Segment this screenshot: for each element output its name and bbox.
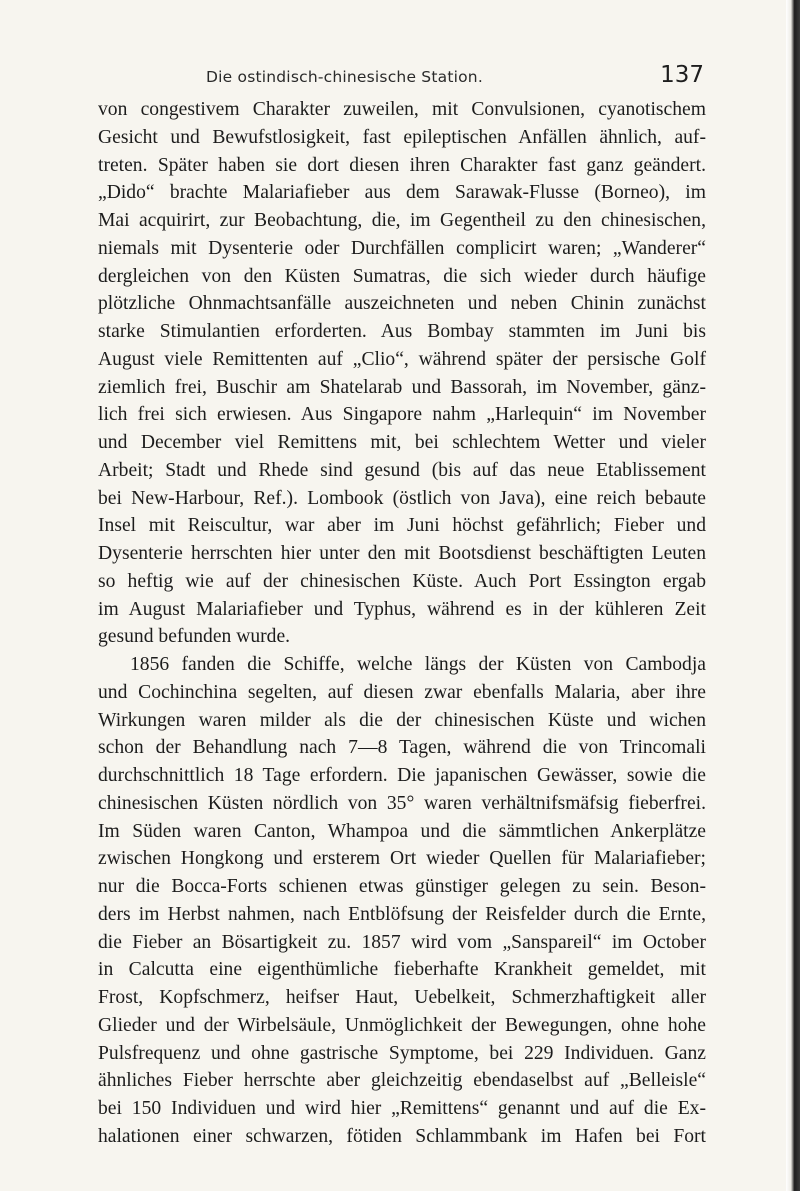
- page-header: [98, 62, 706, 94]
- text-line: lich frei sich erwiesen. Aus Singapore nahm „Harlequin“ im November: [98, 404, 706, 426]
- text-line: so heftig wie auf der chinesischen Küste. Auch Port Essington ergab: [98, 570, 706, 592]
- running-title: Die ostindisch-chinesische Station.: [206, 68, 483, 86]
- text-line: und Cochinchina segelten, auf diesen zwar ebenfalls Malaria, aber ihre: [98, 681, 706, 703]
- text-line: ders im Herbst nahmen, nach Entblöfsung der Reisfelder durch die Ernte,: [98, 903, 706, 925]
- text-line: Glieder und der Wirbelsäule, Unmöglichkeit der Bewegungen, ohne hohe: [98, 1014, 706, 1036]
- text-line: Insel mit Reiscultur, war aber im Juni höchst gefährlich; Fieber und: [98, 515, 706, 537]
- text-line: Frost, Kopfschmerz, heifser Haut, Uebelkeit, Schmerzhaftigkeit aller: [98, 987, 706, 1008]
- text-line: zwischen Hongkong und ersterem Ort wieder Quellen für Malariafieber;: [98, 848, 706, 870]
- text-line: dergleichen von den Küsten Sumatras, die sich wieder durch häufige: [98, 265, 706, 287]
- paragraph: [98, 96, 706, 651]
- text-line: Arbeit; Stadt und Rhede sind gesund (bis auf das neue Etablissement: [98, 459, 706, 481]
- text-line: durchschnittlich 18 Tage erfordern. Die japanischen Gewässer, sowie die: [98, 765, 706, 786]
- text-line: Wirkungen waren milder als die der chinesischen Küste und wichen: [98, 709, 706, 731]
- text-line: die Fieber an Bösartigkeit zu. 1857 wird vom „Sanspareil“ im October: [98, 931, 706, 953]
- text-line: plötzliche Ohnmachtsanfälle auszeichneten und neben Chinin zunächst: [98, 293, 706, 315]
- text-line: niemals mit Dysenterie oder Durchfällen complicirt waren; „Wanderer“: [98, 237, 706, 259]
- paragraph: [98, 651, 706, 1151]
- text-line: Pulsfrequenz und ohne gastrische Symptome, bei 229 Individuen. Ganz: [98, 1042, 706, 1064]
- page-edge-shadow: [786, 0, 800, 1191]
- text-line: ziemlich frei, Buschir am Shatelarab und Bassorah, im November, gänz-: [98, 376, 706, 398]
- text-line: und December viel Remittens mit, bei schlechtem Wetter und vieler: [98, 432, 706, 453]
- text-line: bei New-Harbour, Ref.). Lombook (östlich von Java), eine reich bebaute: [98, 487, 706, 509]
- text-line: chinesischen Küsten nördlich von 35° waren verhältnifsmäfsig fieberfrei.: [98, 792, 706, 814]
- text-line: bei 150 Individuen und wird hier „Remittens“ genannt und auf die Ex-: [98, 1098, 706, 1119]
- text-line: schon der Behandlung nach 7—8 Tagen, während die von Trincomali: [98, 737, 706, 759]
- text-line: „Dido“ brachte Malariafieber aus dem Sarawak-Flusse (Borneo), im: [98, 182, 706, 204]
- text-line: gesund befunden wurde.: [98, 626, 291, 648]
- text-line: ähnliches Fieber herrschte aber gleichzeitig ebendaselbst auf „Belleisle“: [98, 1070, 706, 1092]
- text-line: Im Süden waren Canton, Whampoa und die sämmtlichen Ankerplätze: [98, 820, 706, 842]
- text-line: August viele Remittenten auf „Clio“, während später der persische Golf: [98, 348, 706, 370]
- text-line: Dysenterie herrschten hier unter den mit Bootsdienst beschäftigten Leuten: [98, 543, 706, 564]
- text-line: Gesicht und Bewufstlosigkeit, fast epileptischen Anfällen ähnlich, auf-: [98, 126, 706, 148]
- text-line: starke Stimulantien erforderten. Aus Bombay stammten im Juni bis: [98, 321, 706, 342]
- text-line: halationen einer schwarzen, fötiden Schlammbank im Hafen bei Fort: [98, 1125, 706, 1147]
- text-line: im August Malariafieber und Typhus, während es in der kühleren Zeit: [98, 598, 706, 620]
- text-line: Mai acquirirt, zur Beobachtung, die, im Gegentheil zu den chinesischen,: [98, 210, 706, 231]
- page-number: 137: [660, 62, 704, 88]
- text-line: nur die Bocca-Forts schienen etwas günstiger gelegen zu sein. Beson-: [98, 876, 706, 897]
- text-line: in Calcutta eine eigenthümliche fieberhafte Krankheit gemeldet, mit: [98, 959, 706, 981]
- body-text: [98, 96, 706, 1151]
- text-line: 1856 fanden die Schiffe, welche längs der Küsten von Cambodja: [130, 654, 706, 675]
- text-line: treten. Später haben sie dort diesen ihren Charakter fast ganz geändert.: [98, 154, 706, 176]
- text-line: von congestivem Charakter zuweilen, mit Convulsionen, cyanotischem: [98, 99, 706, 120]
